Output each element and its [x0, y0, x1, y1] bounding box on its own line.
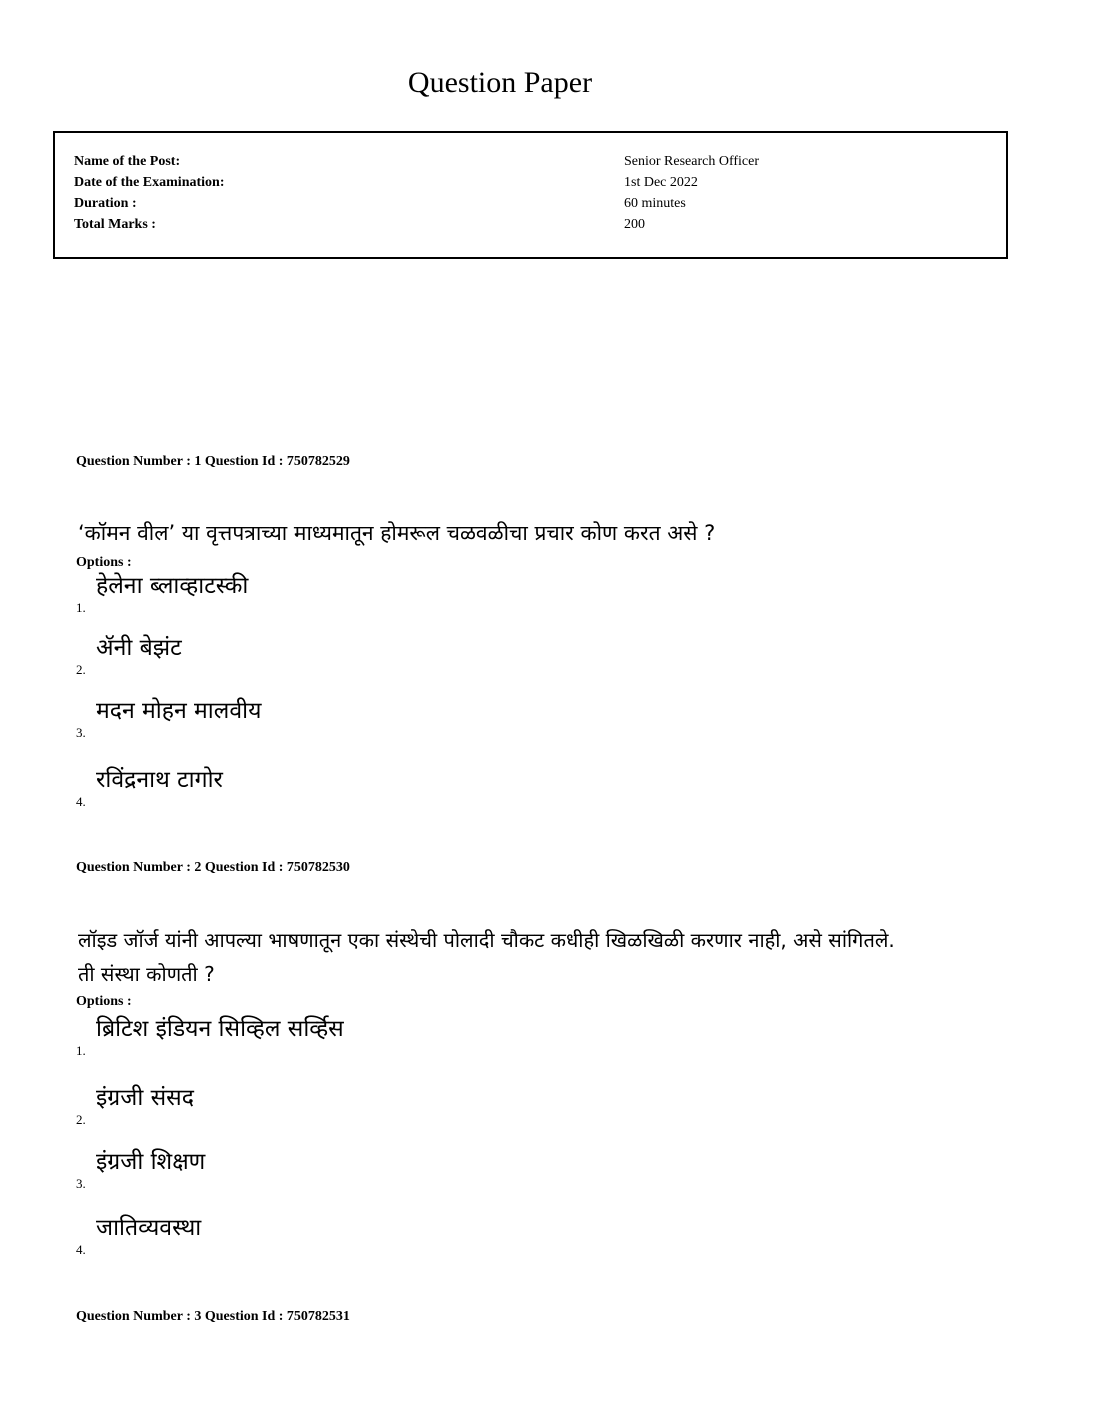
option-number: 4. [76, 794, 86, 809]
info-row-duration [74, 193, 974, 214]
option-number: 4. [76, 1242, 86, 1257]
date-label: Date of the Examination: [74, 175, 225, 190]
exam-info-box [53, 131, 1008, 259]
option-text: रविंद्रनाथ टागोर [96, 767, 223, 793]
option-number: 3. [76, 1176, 86, 1191]
option-3 [76, 1144, 576, 1192]
option-text: जातिव्यवस्था [96, 1215, 202, 1241]
option-number: 1. [76, 1043, 86, 1058]
info-row-post [74, 151, 974, 172]
post-label: Name of the Post: [74, 154, 181, 169]
question-text: ‘कॉमन वील’ या वृत्तपत्राच्या माध्यमातून होमरूल चळवळीचा प्रचार कोण करत असे ? [78, 521, 716, 545]
option-2 [76, 1080, 576, 1128]
option-2 [76, 630, 576, 678]
question-header: Question Number : 1 Question Id : 750782529 [76, 454, 350, 469]
option-text: ब्रिटिश इंडियन सिव्हिल सर्व्हिस [96, 1016, 344, 1042]
option-3 [76, 693, 576, 741]
option-4 [76, 762, 576, 810]
marks-value: 200 [624, 217, 645, 232]
date-value: 1st Dec 2022 [624, 175, 698, 190]
question-text: लॉइड जॉर्ज यांनी आपल्या भाषणातून एका संस्थेची पोलादी चौकट कधीही खिळखिळी करणार नाही, असे सांगितले. [78, 928, 895, 952]
post-value: Senior Research Officer [624, 154, 760, 169]
option-1 [76, 1011, 576, 1059]
marks-label: Total Marks : [74, 217, 156, 232]
option-number: 2. [76, 1112, 86, 1127]
option-text: हेलेना ब्लाव्हाटस्की [96, 573, 249, 599]
question-header: Question Number : 2 Question Id : 750782530 [76, 860, 350, 875]
option-text: इंग्रजी संसद [96, 1085, 194, 1111]
question-header: Question Number : 3 Question Id : 750782531 [76, 1309, 350, 1324]
option-text: इंग्रजी शिक्षण [96, 1149, 206, 1175]
info-row-date [74, 172, 974, 193]
option-1 [76, 568, 576, 616]
duration-label: Duration : [74, 196, 137, 211]
options-label: Options : [76, 994, 132, 1009]
option-text: मदन मोहन मालवीय [96, 698, 262, 724]
option-text: ॲनी बेझंट [96, 635, 182, 661]
option-4 [76, 1210, 576, 1258]
page-title: Question Paper [407, 66, 593, 99]
options-label: Options : [76, 555, 132, 570]
option-number: 3. [76, 725, 86, 740]
option-number: 2. [76, 662, 86, 677]
option-number: 1. [76, 600, 86, 615]
question-text-line-2: ती संस्था कोणती ? [78, 962, 215, 986]
duration-value: 60 minutes [624, 196, 686, 211]
info-row-marks [74, 214, 974, 235]
